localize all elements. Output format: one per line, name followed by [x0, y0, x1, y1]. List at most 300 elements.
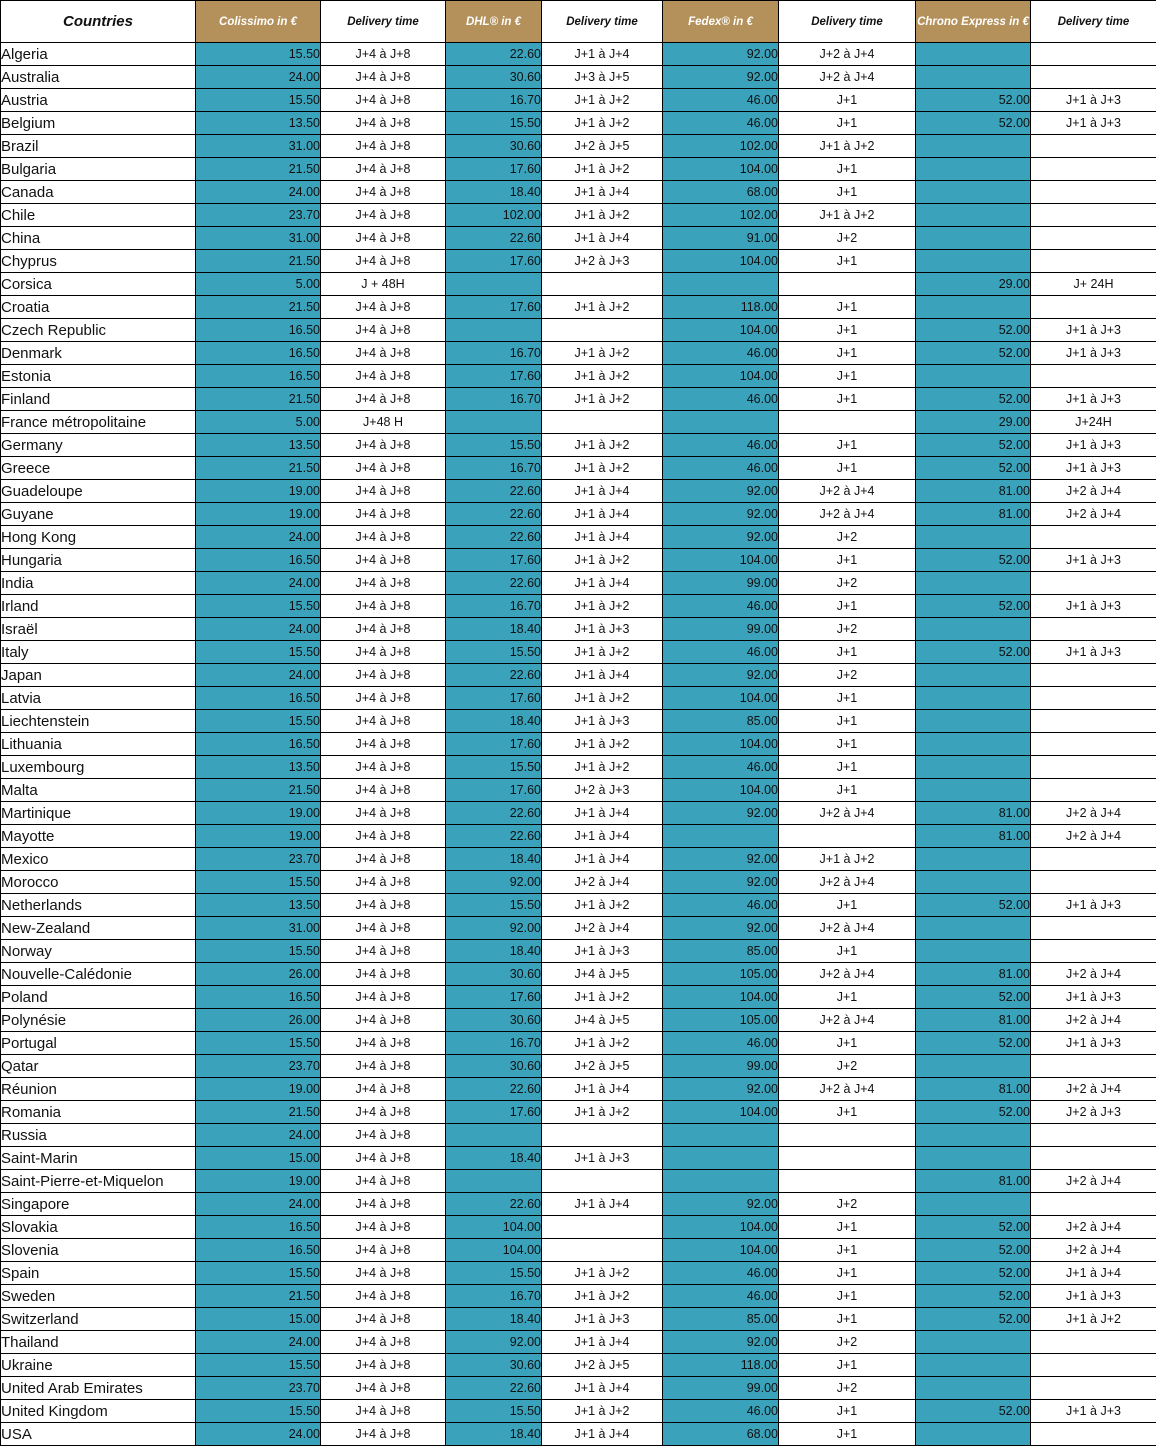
- table-row: [1, 503, 1156, 526]
- colissimo-delivery-time-cell: J+4 à J+8: [321, 1147, 446, 1170]
- fedex-delivery-time-cell: J+1: [779, 342, 916, 365]
- chrono-express-delivery-time-cell: J+1 à J+3: [1031, 549, 1156, 572]
- dhl-delivery-time-cell: J+1 à J+2: [542, 1285, 663, 1308]
- colissimo-price-cell: 21.50: [196, 1285, 321, 1308]
- dhl-price-cell: 22.60: [446, 1193, 542, 1216]
- country-cell: Réunion: [1, 1078, 196, 1101]
- colissimo-delivery-time-cell: J+4 à J+8: [321, 641, 446, 664]
- country-cell: Martinique: [1, 802, 196, 825]
- colissimo-delivery-time-cell: J+4 à J+8: [321, 1331, 446, 1354]
- dhl-delivery-time-cell: J+1 à J+4: [542, 825, 663, 848]
- colissimo-delivery-time-cell: J+4 à J+8: [321, 572, 446, 595]
- country-cell: Mexico: [1, 848, 196, 871]
- colissimo-price-cell: 16.50: [196, 986, 321, 1009]
- chrono-express-price-cell: 52.00: [916, 1400, 1031, 1423]
- country-cell: Chile: [1, 204, 196, 227]
- country-cell: Germany: [1, 434, 196, 457]
- chrono-express-delivery-time-cell: [1031, 618, 1156, 641]
- table-row: [1, 204, 1156, 227]
- dhl-delivery-time-cell: J+1 à J+4: [542, 480, 663, 503]
- colissimo-price-cell: 16.50: [196, 365, 321, 388]
- chrono-express-delivery-time-cell: J+1 à J+3: [1031, 457, 1156, 480]
- table-row: [1, 1262, 1156, 1285]
- dhl-delivery-time-cell: J+3 à J+5: [542, 66, 663, 89]
- fedex-price-cell: 46.00: [663, 457, 779, 480]
- dhl-delivery-time-cell: J+1 à J+4: [542, 848, 663, 871]
- dhl-price-cell: 16.70: [446, 388, 542, 411]
- chrono-express-delivery-time-cell: J+1 à J+3: [1031, 388, 1156, 411]
- table-row: [1, 1147, 1156, 1170]
- colissimo-delivery-time-cell: J+4 à J+8: [321, 227, 446, 250]
- table-row: [1, 1101, 1156, 1124]
- colissimo-delivery-time-cell: J+4 à J+8: [321, 1055, 446, 1078]
- fedex-price-cell: 104.00: [663, 319, 779, 342]
- chrono-express-delivery-time-cell: J+2 à J+4: [1031, 1239, 1156, 1262]
- dhl-delivery-time-cell: J+1 à J+2: [542, 457, 663, 480]
- colissimo-price-cell: 15.50: [196, 1262, 321, 1285]
- country-cell: Spain: [1, 1262, 196, 1285]
- country-cell: Luxembourg: [1, 756, 196, 779]
- table-row: [1, 112, 1156, 135]
- colissimo-delivery-time-cell: J+4 à J+8: [321, 894, 446, 917]
- dhl-price-cell: 16.70: [446, 342, 542, 365]
- chrono-express-price-cell: [916, 871, 1031, 894]
- chrono-express-delivery-time-cell: J+1 à J+3: [1031, 319, 1156, 342]
- dhl-price-cell: 92.00: [446, 871, 542, 894]
- country-cell: United Arab Emirates: [1, 1377, 196, 1400]
- chrono-express-price-cell: [916, 779, 1031, 802]
- dhl-delivery-time-cell: J+2 à J+4: [542, 917, 663, 940]
- colissimo-price-cell: 15.50: [196, 710, 321, 733]
- chrono-express-delivery-time-cell: [1031, 1193, 1156, 1216]
- chrono-express-price-cell: [916, 1331, 1031, 1354]
- colissimo-delivery-time-cell: J+4 à J+8: [321, 871, 446, 894]
- colissimo-delivery-time-cell: J+4 à J+8: [321, 963, 446, 986]
- table-row: [1, 1216, 1156, 1239]
- colissimo-price-cell: 15.50: [196, 1032, 321, 1055]
- fedex-price-cell: 46.00: [663, 1032, 779, 1055]
- dhl-delivery-time-cell: J+1 à J+2: [542, 986, 663, 1009]
- chrono-express-delivery-time-cell: [1031, 1124, 1156, 1147]
- chrono-express-delivery-time-cell: [1031, 365, 1156, 388]
- chrono-express-price-cell: [916, 618, 1031, 641]
- colissimo-delivery-time-cell: J+4 à J+8: [321, 756, 446, 779]
- fedex-delivery-time-cell: [779, 825, 916, 848]
- fedex-price-cell: 92.00: [663, 1331, 779, 1354]
- colissimo-price-cell: 13.50: [196, 756, 321, 779]
- table-row: [1, 319, 1156, 342]
- fedex-delivery-time-cell: J+2: [779, 618, 916, 641]
- colissimo-delivery-time-cell: J+4 à J+8: [321, 618, 446, 641]
- colissimo-price-cell: 5.00: [196, 411, 321, 434]
- dhl-delivery-time-cell: J+1 à J+2: [542, 365, 663, 388]
- dhl-delivery-time-cell: [542, 1170, 663, 1193]
- dhl-delivery-time-cell: J+1 à J+3: [542, 1147, 663, 1170]
- fedex-price-cell: 92.00: [663, 480, 779, 503]
- chrono-express-delivery-time-cell: J+2 à J+3: [1031, 1101, 1156, 1124]
- chrono-express-price-cell: 52.00: [916, 641, 1031, 664]
- chrono-express-delivery-time-cell: [1031, 710, 1156, 733]
- fedex-delivery-time-cell: J+2: [779, 664, 916, 687]
- header-chrono-express-delivery-time: Delivery time: [1031, 1, 1156, 43]
- dhl-price-cell: 15.50: [446, 1400, 542, 1423]
- country-cell: Portugal: [1, 1032, 196, 1055]
- chrono-express-delivery-time-cell: [1031, 227, 1156, 250]
- fedex-delivery-time-cell: J+2 à J+4: [779, 1009, 916, 1032]
- dhl-delivery-time-cell: J+1 à J+2: [542, 112, 663, 135]
- fedex-price-cell: 118.00: [663, 1354, 779, 1377]
- colissimo-delivery-time-cell: J+4 à J+8: [321, 595, 446, 618]
- chrono-express-price-cell: [916, 710, 1031, 733]
- colissimo-price-cell: 19.00: [196, 1078, 321, 1101]
- chrono-express-delivery-time-cell: [1031, 250, 1156, 273]
- chrono-express-price-cell: [916, 1193, 1031, 1216]
- table-row: [1, 779, 1156, 802]
- colissimo-price-cell: 24.00: [196, 1331, 321, 1354]
- fedex-price-cell: [663, 1124, 779, 1147]
- fedex-price-cell: 99.00: [663, 1377, 779, 1400]
- chrono-express-delivery-time-cell: J+1 à J+2: [1031, 1308, 1156, 1331]
- header-chrono-express-price: Chrono Express in €: [916, 1, 1031, 43]
- colissimo-price-cell: 19.00: [196, 825, 321, 848]
- colissimo-delivery-time-cell: J+4 à J+8: [321, 1101, 446, 1124]
- colissimo-price-cell: 23.70: [196, 204, 321, 227]
- fedex-price-cell: 92.00: [663, 43, 779, 66]
- country-cell: Singapore: [1, 1193, 196, 1216]
- chrono-express-delivery-time-cell: [1031, 135, 1156, 158]
- fedex-delivery-time-cell: J+1 à J+2: [779, 135, 916, 158]
- colissimo-price-cell: 15.50: [196, 940, 321, 963]
- table-row: [1, 1055, 1156, 1078]
- chrono-express-price-cell: 52.00: [916, 457, 1031, 480]
- chrono-express-price-cell: 81.00: [916, 1009, 1031, 1032]
- colissimo-delivery-time-cell: J+4 à J+8: [321, 342, 446, 365]
- dhl-delivery-time-cell: J+1 à J+2: [542, 342, 663, 365]
- fedex-price-cell: 46.00: [663, 1400, 779, 1423]
- fedex-price-cell: 118.00: [663, 296, 779, 319]
- fedex-delivery-time-cell: J+1: [779, 549, 916, 572]
- fedex-delivery-time-cell: J+2: [779, 1193, 916, 1216]
- table-row: [1, 756, 1156, 779]
- colissimo-delivery-time-cell: J+4 à J+8: [321, 940, 446, 963]
- chrono-express-delivery-time-cell: [1031, 733, 1156, 756]
- fedex-delivery-time-cell: J+2 à J+4: [779, 1078, 916, 1101]
- dhl-price-cell: 18.40: [446, 181, 542, 204]
- country-cell: Canada: [1, 181, 196, 204]
- country-cell: Malta: [1, 779, 196, 802]
- fedex-delivery-time-cell: J+1: [779, 1239, 916, 1262]
- table-row: [1, 480, 1156, 503]
- chrono-express-price-cell: [916, 572, 1031, 595]
- colissimo-price-cell: 31.00: [196, 917, 321, 940]
- fedex-price-cell: 92.00: [663, 1078, 779, 1101]
- colissimo-price-cell: 24.00: [196, 181, 321, 204]
- colissimo-delivery-time-cell: J+4 à J+8: [321, 434, 446, 457]
- fedex-price-cell: 46.00: [663, 894, 779, 917]
- dhl-delivery-time-cell: J+2 à J+5: [542, 135, 663, 158]
- fedex-delivery-time-cell: J+1: [779, 457, 916, 480]
- chrono-express-price-cell: 52.00: [916, 1285, 1031, 1308]
- dhl-price-cell: 92.00: [446, 1331, 542, 1354]
- colissimo-delivery-time-cell: J+4 à J+8: [321, 1124, 446, 1147]
- fedex-price-cell: 104.00: [663, 1216, 779, 1239]
- chrono-express-delivery-time-cell: J+2 à J+4: [1031, 1009, 1156, 1032]
- country-cell: Netherlands: [1, 894, 196, 917]
- dhl-price-cell: 92.00: [446, 917, 542, 940]
- chrono-express-delivery-time-cell: [1031, 572, 1156, 595]
- fedex-delivery-time-cell: J+1: [779, 1308, 916, 1331]
- fedex-price-cell: 104.00: [663, 687, 779, 710]
- fedex-delivery-time-cell: J+1: [779, 1101, 916, 1124]
- colissimo-delivery-time-cell: J+4 à J+8: [321, 526, 446, 549]
- chrono-express-delivery-time-cell: [1031, 687, 1156, 710]
- header-dhl-price: DHL® in €: [446, 1, 542, 43]
- colissimo-delivery-time-cell: J+4 à J+8: [321, 1239, 446, 1262]
- table-row: [1, 1308, 1156, 1331]
- country-cell: Lithuania: [1, 733, 196, 756]
- chrono-express-delivery-time-cell: [1031, 296, 1156, 319]
- country-cell: Israël: [1, 618, 196, 641]
- chrono-express-delivery-time-cell: J+2 à J+4: [1031, 480, 1156, 503]
- chrono-express-delivery-time-cell: [1031, 1331, 1156, 1354]
- fedex-delivery-time-cell: J+1: [779, 158, 916, 181]
- dhl-price-cell: 17.60: [446, 1101, 542, 1124]
- dhl-delivery-time-cell: J+1 à J+4: [542, 1377, 663, 1400]
- fedex-price-cell: [663, 273, 779, 296]
- dhl-price-cell: 30.60: [446, 1009, 542, 1032]
- dhl-price-cell: 30.60: [446, 1354, 542, 1377]
- dhl-price-cell: 18.40: [446, 618, 542, 641]
- dhl-price-cell: 15.50: [446, 894, 542, 917]
- colissimo-price-cell: 24.00: [196, 664, 321, 687]
- fedex-price-cell: [663, 1147, 779, 1170]
- dhl-delivery-time-cell: J+1 à J+2: [542, 595, 663, 618]
- dhl-price-cell: 22.60: [446, 43, 542, 66]
- chrono-express-price-cell: [916, 43, 1031, 66]
- dhl-delivery-time-cell: J+1 à J+3: [542, 1308, 663, 1331]
- chrono-express-delivery-time-cell: J+1 à J+4: [1031, 1262, 1156, 1285]
- fedex-price-cell: 46.00: [663, 641, 779, 664]
- colissimo-price-cell: 23.70: [196, 1055, 321, 1078]
- fedex-price-cell: [663, 411, 779, 434]
- colissimo-delivery-time-cell: J+4 à J+8: [321, 664, 446, 687]
- table-row: [1, 1170, 1156, 1193]
- table-row: [1, 411, 1156, 434]
- dhl-price-cell: 22.60: [446, 1377, 542, 1400]
- dhl-price-cell: 22.60: [446, 664, 542, 687]
- colissimo-delivery-time-cell: J+4 à J+8: [321, 181, 446, 204]
- chrono-express-price-cell: 81.00: [916, 480, 1031, 503]
- country-cell: Slovenia: [1, 1239, 196, 1262]
- table-row: [1, 89, 1156, 112]
- fedex-price-cell: 104.00: [663, 1239, 779, 1262]
- chrono-express-price-cell: [916, 135, 1031, 158]
- chrono-express-price-cell: 52.00: [916, 112, 1031, 135]
- fedex-delivery-time-cell: J+1: [779, 181, 916, 204]
- chrono-express-delivery-time-cell: J+1 à J+3: [1031, 1032, 1156, 1055]
- chrono-express-delivery-time-cell: J+1 à J+3: [1031, 342, 1156, 365]
- table-row: [1, 572, 1156, 595]
- dhl-price-cell: [446, 273, 542, 296]
- fedex-delivery-time-cell: J+2 à J+4: [779, 66, 916, 89]
- table-row: [1, 388, 1156, 411]
- country-cell: Australia: [1, 66, 196, 89]
- chrono-express-price-cell: 52.00: [916, 434, 1031, 457]
- fedex-delivery-time-cell: J+1: [779, 641, 916, 664]
- chrono-express-price-cell: 52.00: [916, 342, 1031, 365]
- colissimo-delivery-time-cell: J+4 à J+8: [321, 1308, 446, 1331]
- fedex-delivery-time-cell: J+1: [779, 1285, 916, 1308]
- chrono-express-price-cell: [916, 227, 1031, 250]
- colissimo-price-cell: 15.50: [196, 641, 321, 664]
- fedex-delivery-time-cell: J+1: [779, 779, 916, 802]
- colissimo-delivery-time-cell: J+4 à J+8: [321, 1193, 446, 1216]
- country-cell: Finland: [1, 388, 196, 411]
- colissimo-price-cell: 19.00: [196, 480, 321, 503]
- colissimo-delivery-time-cell: J+4 à J+8: [321, 917, 446, 940]
- fedex-price-cell: 46.00: [663, 1285, 779, 1308]
- colissimo-price-cell: 13.50: [196, 894, 321, 917]
- chrono-express-price-cell: [916, 158, 1031, 181]
- fedex-price-cell: [663, 1170, 779, 1193]
- colissimo-price-cell: 24.00: [196, 572, 321, 595]
- colissimo-delivery-time-cell: J+4 à J+8: [321, 549, 446, 572]
- dhl-delivery-time-cell: J+1 à J+4: [542, 1423, 663, 1446]
- fedex-price-cell: 68.00: [663, 1423, 779, 1446]
- chrono-express-delivery-time-cell: J+2 à J+4: [1031, 802, 1156, 825]
- country-cell: Sweden: [1, 1285, 196, 1308]
- chrono-express-price-cell: [916, 526, 1031, 549]
- fedex-price-cell: [663, 825, 779, 848]
- country-cell: Guadeloupe: [1, 480, 196, 503]
- dhl-delivery-time-cell: J+4 à J+5: [542, 1009, 663, 1032]
- fedex-price-cell: 105.00: [663, 1009, 779, 1032]
- chrono-express-price-cell: [916, 848, 1031, 871]
- table-header-row: [1, 1, 1156, 43]
- dhl-price-cell: 30.60: [446, 1055, 542, 1078]
- fedex-price-cell: 92.00: [663, 503, 779, 526]
- dhl-price-cell: 15.50: [446, 756, 542, 779]
- colissimo-delivery-time-cell: J+4 à J+8: [321, 1078, 446, 1101]
- fedex-delivery-time-cell: [779, 1170, 916, 1193]
- dhl-delivery-time-cell: J+2 à J+3: [542, 250, 663, 273]
- country-cell: Bulgaria: [1, 158, 196, 181]
- colissimo-delivery-time-cell: J+4 à J+8: [321, 250, 446, 273]
- dhl-delivery-time-cell: J+1 à J+2: [542, 687, 663, 710]
- fedex-delivery-time-cell: J+2 à J+4: [779, 43, 916, 66]
- country-cell: Denmark: [1, 342, 196, 365]
- colissimo-price-cell: 24.00: [196, 526, 321, 549]
- chrono-express-delivery-time-cell: J+1 à J+3: [1031, 986, 1156, 1009]
- table-row: [1, 273, 1156, 296]
- dhl-delivery-time-cell: J+1 à J+2: [542, 1262, 663, 1285]
- chrono-express-price-cell: 29.00: [916, 411, 1031, 434]
- fedex-price-cell: 92.00: [663, 66, 779, 89]
- chrono-express-price-cell: 52.00: [916, 1308, 1031, 1331]
- chrono-express-price-cell: 81.00: [916, 825, 1031, 848]
- dhl-delivery-time-cell: J+1 à J+2: [542, 733, 663, 756]
- country-cell: Irland: [1, 595, 196, 618]
- fedex-delivery-time-cell: [779, 411, 916, 434]
- table-row: [1, 664, 1156, 687]
- colissimo-price-cell: 31.00: [196, 227, 321, 250]
- fedex-delivery-time-cell: J+1 à J+2: [779, 204, 916, 227]
- fedex-delivery-time-cell: J+2: [779, 1055, 916, 1078]
- colissimo-price-cell: 15.50: [196, 1354, 321, 1377]
- chrono-express-price-cell: 81.00: [916, 802, 1031, 825]
- chrono-express-delivery-time-cell: [1031, 940, 1156, 963]
- chrono-express-price-cell: [916, 756, 1031, 779]
- table-row: [1, 1078, 1156, 1101]
- fedex-delivery-time-cell: J+1: [779, 365, 916, 388]
- chrono-express-delivery-time-cell: [1031, 1055, 1156, 1078]
- chrono-express-price-cell: [916, 1055, 1031, 1078]
- fedex-price-cell: 102.00: [663, 135, 779, 158]
- dhl-price-cell: 15.50: [446, 1262, 542, 1285]
- dhl-delivery-time-cell: J+1 à J+4: [542, 802, 663, 825]
- chrono-express-price-cell: [916, 1124, 1031, 1147]
- chrono-express-price-cell: 52.00: [916, 1216, 1031, 1239]
- country-cell: Italy: [1, 641, 196, 664]
- chrono-express-delivery-time-cell: [1031, 871, 1156, 894]
- country-cell: India: [1, 572, 196, 595]
- colissimo-price-cell: 16.50: [196, 319, 321, 342]
- dhl-delivery-time-cell: J+1 à J+4: [542, 503, 663, 526]
- dhl-price-cell: 17.60: [446, 986, 542, 1009]
- colissimo-delivery-time-cell: J+4 à J+8: [321, 1285, 446, 1308]
- chrono-express-delivery-time-cell: J+1 à J+3: [1031, 894, 1156, 917]
- dhl-delivery-time-cell: [542, 319, 663, 342]
- fedex-delivery-time-cell: J+1: [779, 1354, 916, 1377]
- dhl-delivery-time-cell: J+1 à J+4: [542, 1331, 663, 1354]
- chrono-express-price-cell: 52.00: [916, 1101, 1031, 1124]
- table-row: [1, 710, 1156, 733]
- dhl-delivery-time-cell: J+1 à J+3: [542, 940, 663, 963]
- table-row: [1, 917, 1156, 940]
- fedex-delivery-time-cell: J+2: [779, 1331, 916, 1354]
- chrono-express-price-cell: 52.00: [916, 986, 1031, 1009]
- dhl-delivery-time-cell: J+1 à J+2: [542, 158, 663, 181]
- chrono-express-price-cell: 81.00: [916, 503, 1031, 526]
- dhl-price-cell: [446, 319, 542, 342]
- chrono-express-delivery-time-cell: J+1 à J+3: [1031, 641, 1156, 664]
- fedex-price-cell: 104.00: [663, 365, 779, 388]
- colissimo-price-cell: 21.50: [196, 388, 321, 411]
- fedex-price-cell: 104.00: [663, 549, 779, 572]
- fedex-price-cell: 46.00: [663, 595, 779, 618]
- dhl-delivery-time-cell: [542, 411, 663, 434]
- colissimo-price-cell: 15.50: [196, 89, 321, 112]
- chrono-express-price-cell: 52.00: [916, 89, 1031, 112]
- chrono-express-delivery-time-cell: J+2 à J+4: [1031, 503, 1156, 526]
- country-cell: Poland: [1, 986, 196, 1009]
- colissimo-price-cell: 23.70: [196, 1377, 321, 1400]
- chrono-express-delivery-time-cell: [1031, 1354, 1156, 1377]
- dhl-price-cell: 18.40: [446, 848, 542, 871]
- chrono-express-delivery-time-cell: J+1 à J+3: [1031, 1285, 1156, 1308]
- table-row: [1, 1331, 1156, 1354]
- colissimo-delivery-time-cell: J+4 à J+8: [321, 89, 446, 112]
- country-cell: Nouvelle-Calédonie: [1, 963, 196, 986]
- fedex-price-cell: 104.00: [663, 1101, 779, 1124]
- dhl-delivery-time-cell: J+2 à J+5: [542, 1354, 663, 1377]
- fedex-delivery-time-cell: J+2: [779, 526, 916, 549]
- country-cell: Algeria: [1, 43, 196, 66]
- country-cell: Hong Kong: [1, 526, 196, 549]
- colissimo-delivery-time-cell: J+4 à J+8: [321, 825, 446, 848]
- colissimo-delivery-time-cell: J+4 à J+8: [321, 296, 446, 319]
- chrono-express-delivery-time-cell: J+ 24H: [1031, 273, 1156, 296]
